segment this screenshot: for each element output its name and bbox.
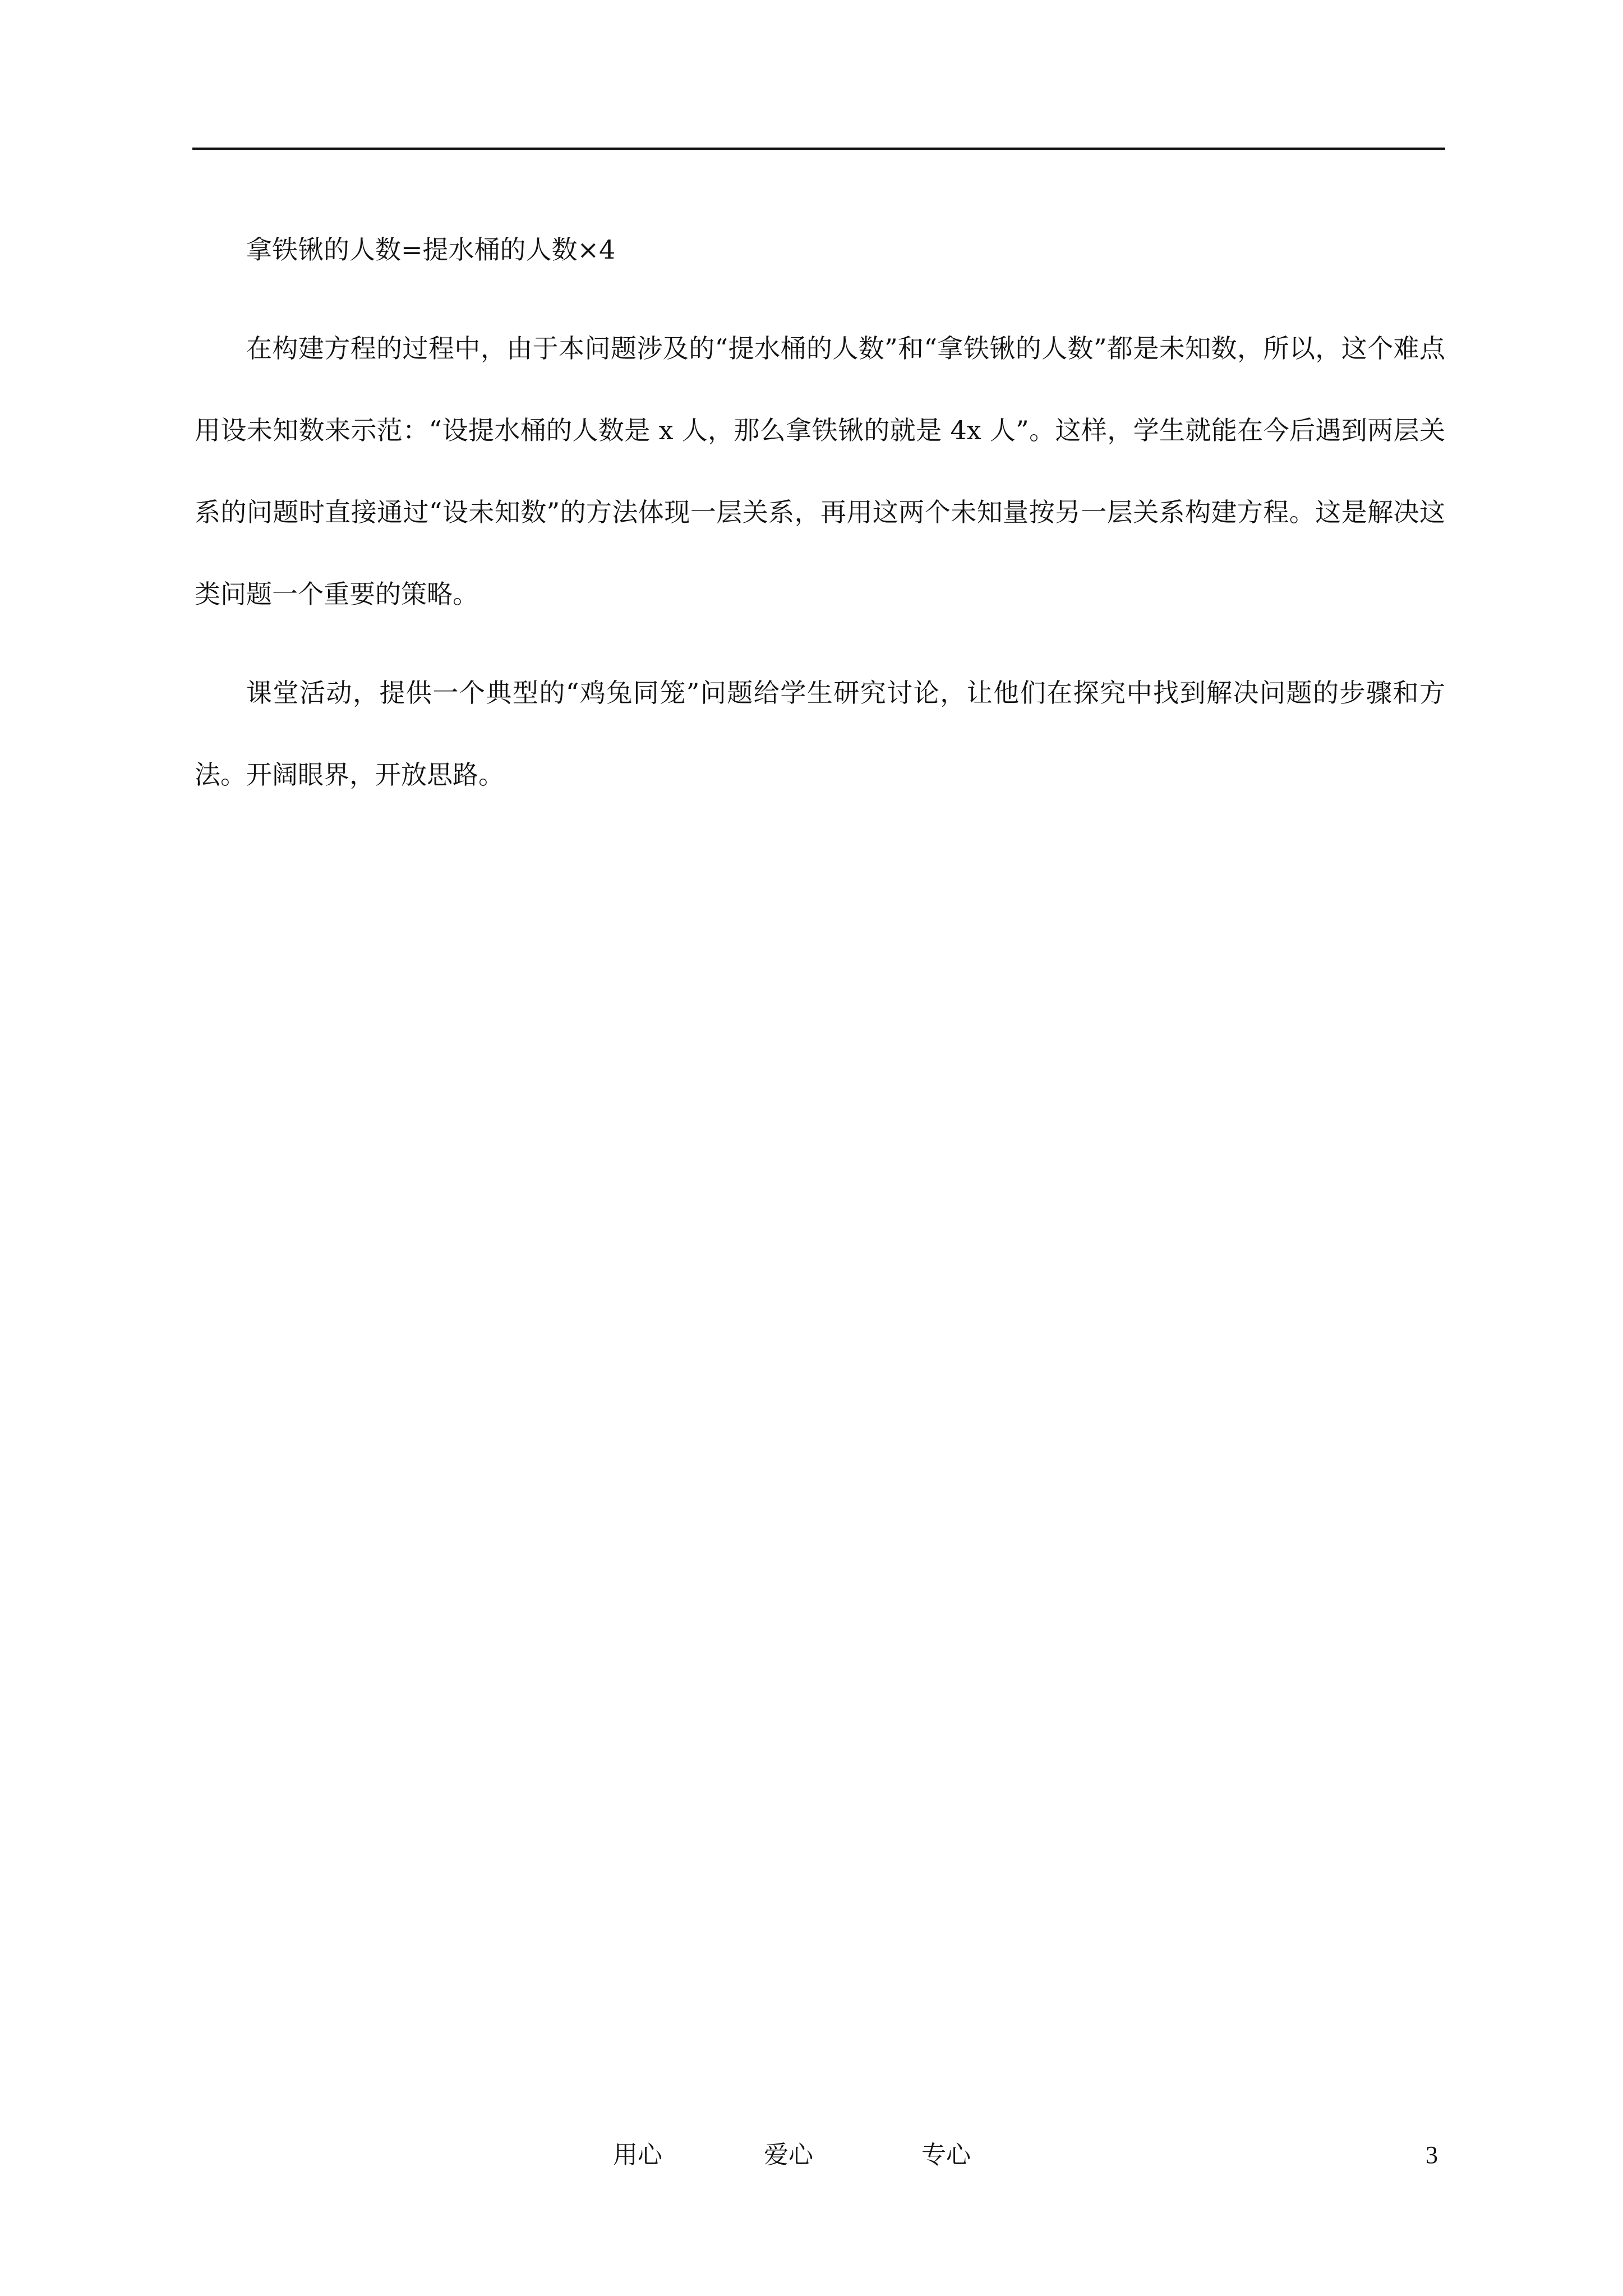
paragraph-equation-building: 在构建方程的过程中，由于本问题涉及的“提水桶的人数”和“拿铁锹的人数”都是未知数，所以，这个难点用设未知数来示范：“设提水桶的人数是 x 人，那么拿铁锹的就是 4x 人”。这样，学生就能在今后遇到两层关系的问题时直接通过“设未知数”的方法体现一层关系，再用这两个未知量按另一层关系构建方程。这是解决这类问题一个重要的策略。 [195, 333, 1445, 609]
footer-motto-1: 用心 [613, 2141, 662, 2169]
header-rule [192, 148, 1445, 150]
paragraph-classroom-activity: 课堂活动，提供一个典型的“鸡兔同笼”问题给学生研究讨论，让他们在探究中找到解决问题的步骤和方法。开阔眼界，开放思路。 [195, 678, 1445, 790]
paragraph-formula: 拿铁锹的人数=提水桶的人数×4 [246, 234, 616, 265]
page-footer [0, 2138, 1623, 2172]
body-text [195, 209, 1445, 816]
footer-motto-2: 爱心 [764, 2141, 813, 2169]
page-number: 3 [1426, 2141, 1438, 2169]
footer-motto-3: 专心 [921, 2141, 971, 2169]
